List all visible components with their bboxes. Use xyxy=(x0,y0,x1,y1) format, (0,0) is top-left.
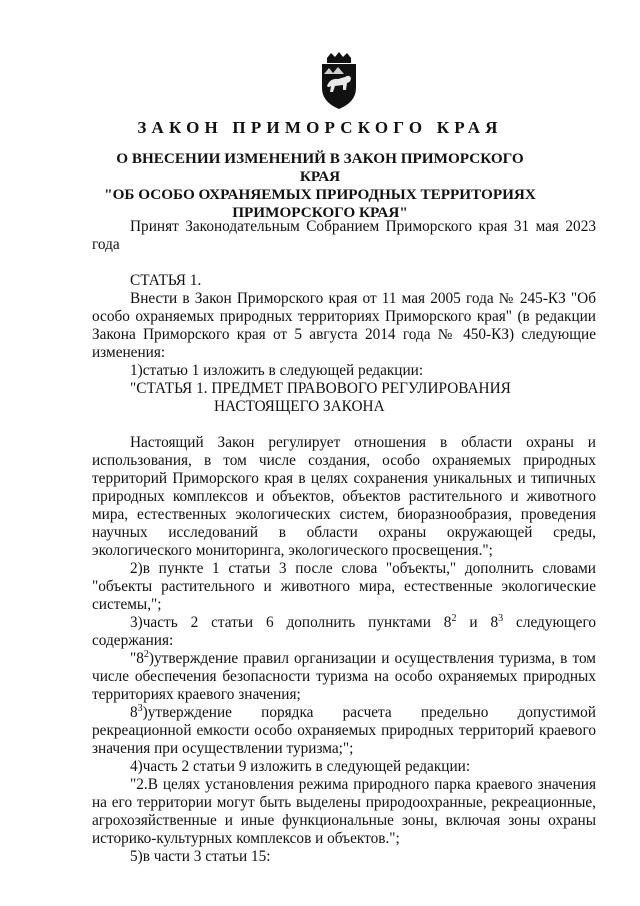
adoption-statement: Принят Законодательным Собранием Приморского края 31 мая 2023 года xyxy=(92,218,596,253)
subtitle-line: ПРИМОРСКОГО КРАЯ" xyxy=(232,204,408,221)
primorsky-krai-coat-of-arms-icon xyxy=(318,52,360,110)
item-4: 4)часть 2 статьи 9 изложить в следующей редакции: xyxy=(130,758,471,775)
item-3-mid: и 8 xyxy=(456,614,499,631)
item-3-pre: 3)часть 2 статьи 6 дополнить пунктами 8 xyxy=(130,614,452,631)
superscript: 3 xyxy=(137,702,143,714)
law-subtitle xyxy=(100,150,540,222)
item-2: 2)в пункте 1 статьи 3 после слова "объекты," дополнить словами "объекты растительного и животного мира, естественные экологические системы,"; xyxy=(92,560,596,613)
point-8-2-pre: "8 xyxy=(130,650,144,667)
point-8-2-text: )утверждение правил организации и осуществления туризма, в том числе обеспечения безопасности туризма на особо охраняемых природных территориях краевого значения; xyxy=(92,650,596,703)
subtitle-line: О ВНЕСЕНИИ ИЗМЕНЕНИЙ В ЗАКОН ПРИМОРСКОГО КРАЯ xyxy=(116,150,524,185)
article-intro: Внести в Закон Приморского края от 11 мая 2005 года № 245-КЗ "Об особо охраняемых природных территориях Приморского края" (в редакции Закона Приморского края от 5 августа 2014 года № 450-КЗ) следующие изменения: xyxy=(92,290,596,361)
law-title: ЗАКОН ПРИМОРСКОГО КРАЯ xyxy=(137,118,503,137)
superscript: 2 xyxy=(143,648,149,660)
superscript: 2 xyxy=(451,612,457,624)
point-8-3-text: )утверждение порядка расчета предельно допустимой рекреационной емкости особо охраняемых природных территорий краевого значения при осуществлении туризма;"; xyxy=(92,704,596,757)
article-heading: СТАТЬЯ 1. xyxy=(130,272,202,289)
law-body xyxy=(92,218,596,866)
point-8-3 xyxy=(92,704,596,758)
item-1: 1)статью 1 изложить в следующей редакции: xyxy=(130,362,424,379)
item-4-text: "2.В целях установления режима природного парка краевого значения на его территории могут быть выделены природоохранные, рекреационные, агрохозяйственные и иные функциональные зоны, включая зоны охраны историко-культурных комплексов и объектов."; xyxy=(92,776,596,847)
new-article-heading-line1: "СТАТЬЯ 1. ПРЕДМЕТ ПРАВОВОГО РЕГУЛИРОВАНИЯ xyxy=(130,380,511,397)
item-3-post: следующего содержания: xyxy=(92,614,597,649)
superscript: 3 xyxy=(498,612,504,624)
point-8-3-pre: 8 xyxy=(130,704,138,721)
point-8-2 xyxy=(92,650,596,704)
item-3 xyxy=(92,614,596,650)
new-article-heading-line2: НАСТОЯЩЕГО ЗАКОНА xyxy=(214,398,385,415)
item-5: 5)в части 3 статьи 15: xyxy=(130,848,271,865)
new-article-text: Настоящий Закон регулирует отношения в области охраны и использования, в том числе создания, особо охраняемых природных территорий Приморского края в целях сохранения уникальных и типичных природных комплексов и объектов, объектов растительного и животного мира, естественных экологических систем, биоразнообразия, проведения научных исследований в области охраны окружающей среды, экологического мониторинга, экологического просвещения."; xyxy=(92,434,596,559)
subtitle-line: "ОБ ОСОБО ОХРАНЯЕМЫХ ПРИРОДНЫХ ТЕРРИТОРИЯХ xyxy=(104,186,536,203)
